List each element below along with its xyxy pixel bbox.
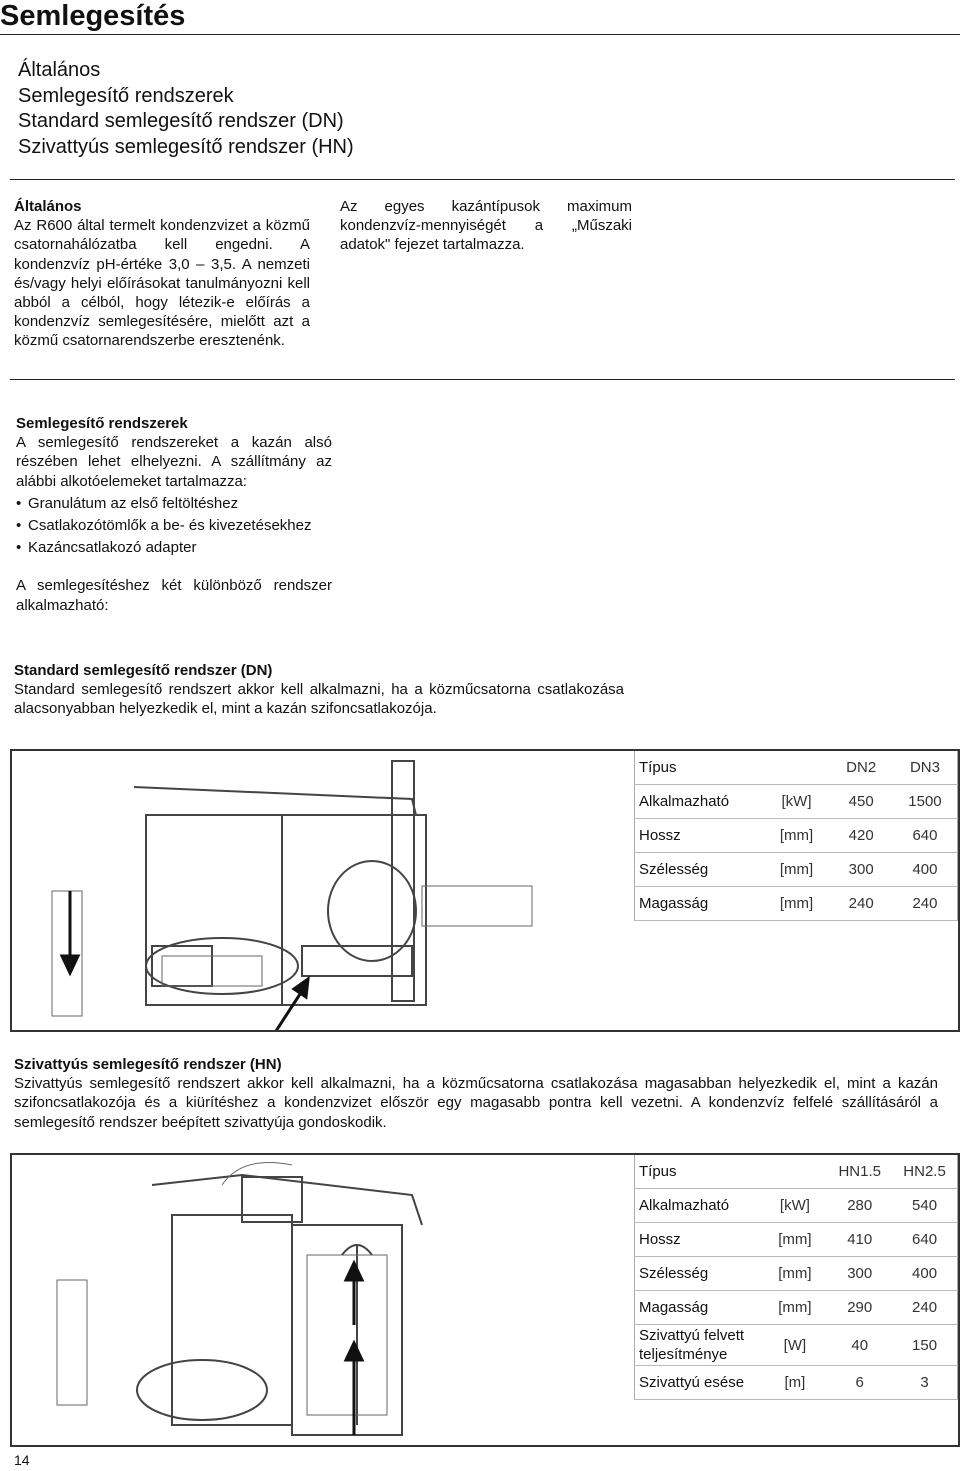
table-row: Hossz [mm] 420 640 [635, 819, 958, 853]
table-row: Szivattyú esése [m] 6 3 [635, 1366, 958, 1400]
section-rule [10, 179, 955, 180]
toc-item: Semlegesítő rendszerek [18, 84, 234, 107]
dn-spec-table [634, 751, 958, 921]
list-item: • Csatlakozótömlők a be- és kivezetésekhez [16, 516, 332, 535]
dn-section [14, 661, 624, 719]
table-row: Típus HN1.5 HN2.5 [635, 1155, 958, 1189]
list-item: • Granulátum az első feltöltéshez [16, 494, 332, 513]
general-note: Az egyes kazántípusok maximum kondenzvíz-mennyiségét a „Műszaki adatok" fejezet tartalmazza. [340, 198, 632, 254]
table-row: Hossz [mm] 410 640 [635, 1223, 958, 1257]
table-row: Szélesség [mm] 300 400 [635, 853, 958, 887]
table-row: Magasság [mm] 240 240 [635, 887, 958, 921]
page-number: 14 [14, 1452, 30, 1468]
hn-spec-table [634, 1155, 958, 1400]
dn-text: Standard semlegesítő rendszert akkor kell alkalmazni, ha a közműcsatorna csatlakozása alacsonyabban helyezkedik el, mint a kazán szifoncsatlakozója. [14, 681, 624, 718]
hn-diagram [12, 1155, 632, 1445]
table-row: Szivattyú felvett teljesítménye [W] 40 150 [635, 1325, 958, 1366]
section-heading: Semlegesítő rendszerek [16, 415, 188, 432]
section-heading: Standard semlegesítő rendszer (DN) [14, 662, 273, 679]
systems-intro: A semlegesítő rendszereket a kazán alsó részében lehet elhelyezni. A szállítmány az alábbi alkotóelemeket tartalmazza: [16, 434, 332, 490]
toc-item: Szivattyús semlegesítő rendszer (HN) [18, 135, 354, 158]
hn-text: Szivattyús semlegesítő rendszert akkor kell alkalmazni, ha a közműcsatorna csatlakozása magasabban helyezkedik el, mint a kazán szifoncsatlakozója és a kiürítéshez a kondenzvizet először egy magasabb pontra kell vezetni. A kondenzvíz felfelé szállításáról a semlegesítő rendszer beépített szivattyúja gondoskodik. [14, 1075, 938, 1131]
section-heading: Általános [14, 198, 82, 215]
section-rule [10, 379, 955, 380]
page-title: Semlegesítés [0, 0, 186, 32]
table-row: Magasság [mm] 290 240 [635, 1291, 958, 1325]
hn-section [14, 1055, 938, 1132]
systems-outro: A semlegesítéshez két különböző rendszer alkalmazható: [16, 577, 332, 614]
title-rule [0, 34, 960, 35]
table-row: Szélesség [mm] 300 400 [635, 1257, 958, 1291]
table-row: Típus DN2 DN3 [635, 751, 958, 785]
table-of-contents [18, 58, 354, 160]
section-heading: Szivattyús semlegesítő rendszer (HN) [14, 1056, 282, 1073]
table-row: Alkalmazható [kW] 280 540 [635, 1189, 958, 1223]
list-item: • Kazáncsatlakozó adapter [16, 538, 332, 557]
general-section [14, 197, 310, 351]
hn-figure [10, 1153, 960, 1447]
toc-item: Általános [18, 59, 101, 81]
toc-item: Standard semlegesítő rendszer (DN) [18, 110, 344, 132]
dn-diagram [12, 751, 632, 1030]
dn-figure [10, 749, 960, 1032]
table-row: Alkalmazható [kW] 450 1500 [635, 785, 958, 819]
systems-section [16, 414, 332, 615]
general-text: Az R600 által termelt kondenzvizet a közmű csatornahálózatba kell engedni. A kondenzvíz pH-értéke 3,0 – 3,5. A nemzeti és/vagy helyi előírásokat tanulmányozni kell abból a célból, hogy létezik-e előírás a kondenzvíz semlegesítésére, mielőtt azt a közmű csatornarendszerbe eresztenénk. [14, 217, 310, 350]
